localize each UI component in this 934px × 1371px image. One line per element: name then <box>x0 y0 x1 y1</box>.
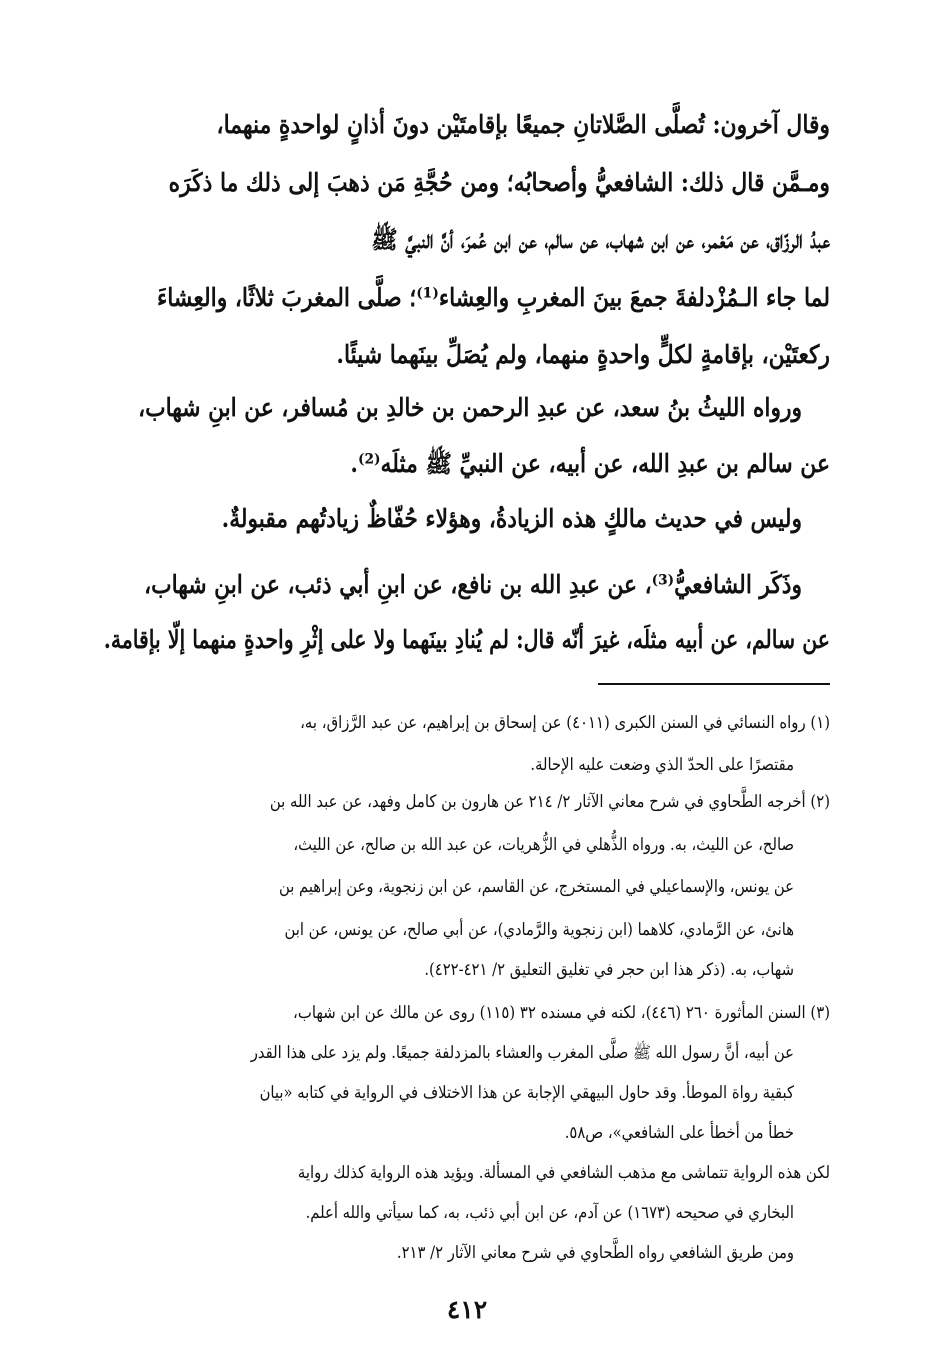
body-line: وقال آخرون: تُصلَّى الصَّلاتانِ جميعًا بإقامتَيْن دونَ أذانٍ لواحدةٍ منهما، <box>216 110 831 139</box>
body-line: وليس في حديث مالكٍ هذه الزيادةُ، وهؤلاء حُفّاظٌ زيادتُهم مقبولةٌ. <box>221 504 802 533</box>
footnote-line: شهاب، به. (ذكر هذا ابن حجر في تغليق التعليق ٢/ ٤٢١-٤٢٢). <box>424 960 794 980</box>
footnote-line: عن أبيه، أنَّ رسول الله ﷺ صلَّى المغرب والعشاء بالمزدلفة جميعًا. ولم يزد على هذا القدر <box>250 1043 794 1063</box>
body-line: وذَكَر الشافعيُّ⁽³⁾، عن عبدِ الله بن نافع، عن ابنِ أبي ذئب، عن ابنِ شهاب، <box>144 570 802 599</box>
body-line: لما جاء الـمُزْدلفةَ جمعَ بينَ المغربِ والعِشاء⁽¹⁾؛ صلَّى المغربَ ثلاثًا، والعِشاءَ <box>156 283 830 312</box>
footnote-line: هانئ، عن الرَّمادي، كلاهما (ابن زنجوية والرَّمادي)، عن أبي صالح، عن يونس، عن ابن <box>284 920 794 940</box>
footnote-line: مقتصرًا على الحدّ الذي وضعت عليه الإحالة. <box>530 755 794 775</box>
footnote-line: (٣) السنن المأثورة ٢٦٠ (٤٤٦)، لكنه في مسنده ٣٢ (١١٥) روى عن مالك عن ابن شهاب، <box>293 1003 830 1023</box>
body-line: عن سالم، عن أبيه مثلَه، غيرَ أنّه قال: لم يُنادِ بينَهما ولا على إثْرِ واحدةٍ منهما إلّا بإقامة. <box>103 625 830 654</box>
footnote-line: عن يونس، والإسماعيلي في المستخرج، عن القاسم، عن ابن زنجوية، وعن إبراهيم بن <box>278 877 794 897</box>
footnote-line: البخاري في صحيحه (١٦٧٣) عن آدم، عن ابن أبي ذئب، به، كما سيأتي والله أعلم. <box>305 1203 794 1223</box>
footnote-line: خطأ من أخطأ على الشافعي»، ص٥٨. <box>564 1123 794 1143</box>
footnote-line: (١) رواه النسائي في السنن الكبرى (٤٠١١) عن إسحاق بن إبراهيم، عن عبد الرَّزاق، به، <box>300 713 830 733</box>
footnote-line: كبقية رواة الموطأ. وقد حاول البيهقي الإجابة عن هذا الاختلاف في الرواية في كتابه «بيان <box>259 1083 794 1103</box>
footnote-line: لكن هذه الرواية تتماشى مع مذهب الشافعي في المسألة. ويؤيد هذه الرواية كذلك رواية <box>297 1163 830 1183</box>
footnote-line: صالح، عن الليث، به. ورواه الذُّهلي في الزُّهريات، عن عبد الله بن صالح، عن الليث، <box>293 835 794 855</box>
footnote-line: (٢) أخرجه الطَّحاوي في شرح معاني الآثار ٢/ ٢١٤ عن هارون بن كامل وفهد، عن عبد الله بن <box>269 792 830 812</box>
body-line: عبدُ الرزّاق، عن مَعْمر، عن ابن شهاب، عن سالم، عن ابن عُمرَ، أنَّ النبيَّ ﷺ <box>371 225 830 254</box>
page-number: ٤١٢ <box>446 1295 488 1324</box>
body-line: ركعتَيْن، بإقامةٍ لكلٍّ واحدةٍ منهما، ولم يُصَلِّ بينَهما شيئًا. <box>336 340 830 369</box>
body-line: ومـمَّن قال ذلك: الشافعيُّ وأصحابُه؛ ومن حُجَّةِ مَن ذهبَ إلى ذلك ما ذكَرَه <box>168 168 830 197</box>
body-line: ورواه الليثُ بنُ سعد، عن عبدِ الرحمن بن خالدِ بن مُسافر، عن ابنِ شهاب، <box>138 393 802 422</box>
footnote-line: ومن طريق الشافعي رواه الطَّحاوي في شرح معاني الآثار ٢/ ٢١٣. <box>396 1243 794 1263</box>
body-line: عن سالم بن عبدِ الله، عن أبيه، عن النبيِّ ﷺ مثلَه⁽²⁾. <box>350 449 830 478</box>
footnote-separator <box>598 683 830 685</box>
